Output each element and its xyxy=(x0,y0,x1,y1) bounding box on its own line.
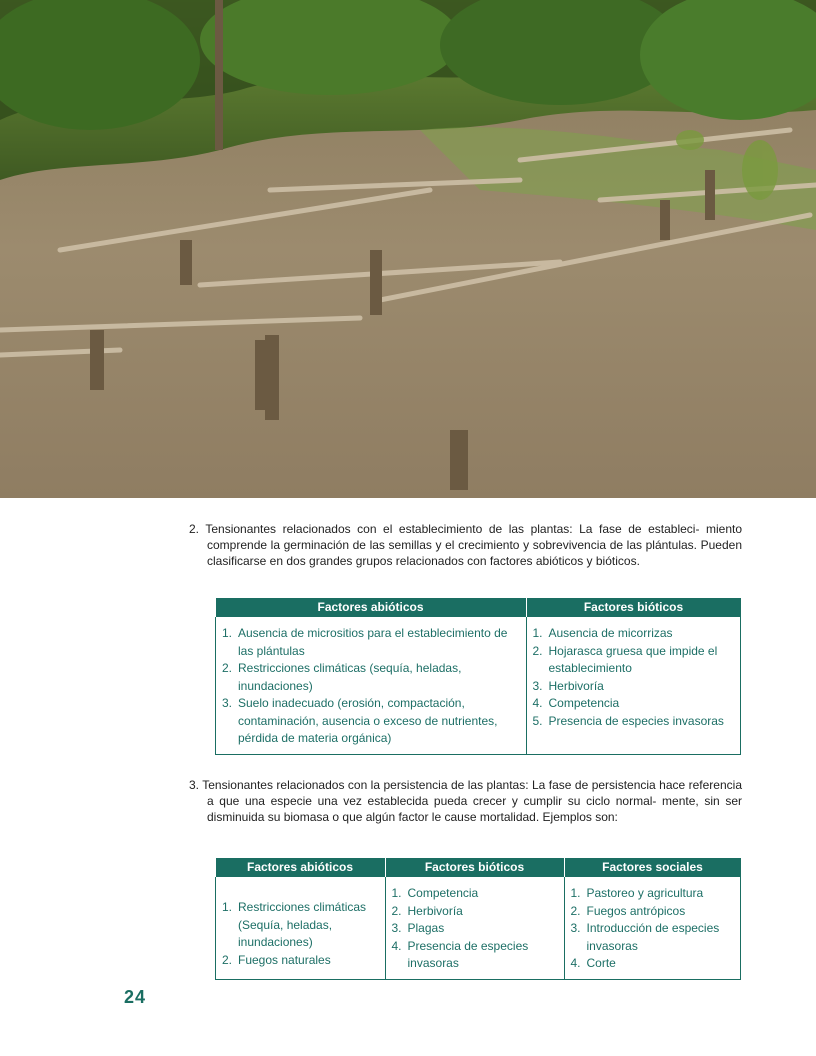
list-item: 3. Suelo inadecuado (erosión, compactación, contaminación, ausencia o exceso de nutrientes, pérdida de materia orgánica) xyxy=(222,696,498,745)
list-item: 1. Restricciones climáticas (Sequía, heladas, inundaciones) xyxy=(222,900,367,949)
table-establecimiento xyxy=(215,598,741,755)
para-text: Tensionantes relacionados con el establecimiento de las plantas: La fase de estableci- miento comprende la germinación de las semillas y el crecimiento y sobrevivencia de las plántulas. Pueden clasificarse en dos grandes grupos relacionados con factores abióticos y bióticos. xyxy=(205,522,742,568)
header-sociales: Factores sociales xyxy=(564,858,741,877)
list-item: 4. Corte xyxy=(570,956,616,970)
para-number: 3. xyxy=(189,778,200,792)
list-item: 3. Herbivoría xyxy=(532,678,604,693)
table-persistencia xyxy=(215,858,741,980)
deforested-hillside-photo xyxy=(0,0,816,498)
header-bioticos: Factores bióticos xyxy=(385,858,564,877)
list-item: 2. Herbivoría xyxy=(391,903,463,918)
list-item: 4. Presencia de especies invasoras xyxy=(391,938,529,970)
para-text: Tensionantes relacionados con la persistencia de las plantas: La fase de persistencia hace referencia a que una especie una vez establecida pueda crecer y cumplir su ciclo normal- mente, sin ser disminuida su biomasa o que algún factor le cause mortalidad. Ejemplos son: xyxy=(202,778,742,824)
header-bioticos: Factores bióticos xyxy=(526,598,741,617)
list-item: 1. Competencia xyxy=(391,886,479,900)
list-item: 3. Introducción de especies invasoras xyxy=(570,921,720,953)
list-item: 2. Fuegos naturales xyxy=(222,952,331,967)
paragraph-establecimiento xyxy=(189,521,742,569)
para-number: 2. xyxy=(189,522,200,536)
cell-abioticos xyxy=(216,617,527,754)
list-item: 1. Ausencia de micorrizas xyxy=(532,626,673,640)
list-item: 1. Ausencia de micrositios para el establecimiento de las plántulas xyxy=(222,626,508,658)
page-number: 24 xyxy=(124,987,147,1007)
header-abioticos: Factores abióticos xyxy=(216,598,527,617)
cell-bioticos xyxy=(526,617,741,754)
cell-bioticos xyxy=(385,877,564,979)
list-item: 2. Fuegos antrópicos xyxy=(570,903,686,918)
list-item: 3. Plagas xyxy=(391,921,445,935)
list-item: 2. Restricciones climáticas (sequía, heladas, inundaciones) xyxy=(222,661,462,693)
paragraph-persistencia xyxy=(189,777,742,825)
list-item: 4. Competencia xyxy=(532,696,620,710)
list-item: 2. Hojarasca gruesa que impide el establecimiento xyxy=(532,643,718,675)
list-item: 5. Presencia de especies invasoras xyxy=(532,713,724,728)
cell-abioticos xyxy=(216,877,386,979)
cell-sociales xyxy=(564,877,741,979)
header-abioticos: Factores abióticos xyxy=(216,858,386,877)
list-item: 1. Pastoreo y agricultura xyxy=(570,886,704,900)
